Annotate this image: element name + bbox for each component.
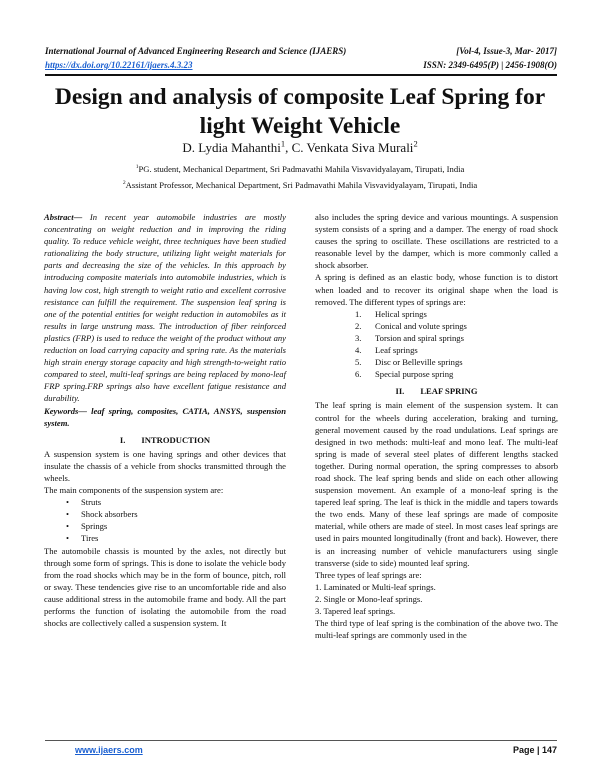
list-item: • Springs xyxy=(44,520,286,532)
page-number: Page | 147 xyxy=(512,745,557,755)
list-text: Leaf springs xyxy=(375,345,418,356)
right-paragraph-2: A spring is defined as an elastic body, whose function is to distort when loaded and to recover its original shape when the load is removed. The different types of springs are: xyxy=(315,272,558,307)
affiliation-1-text: PG. student, Mechanical Department, Sri Padmavathi Mahila Visvavidyalayam, Tirupati, India xyxy=(138,164,465,174)
list-number: 2. xyxy=(355,320,362,331)
author-2: , C. Venkata Siva Murali xyxy=(285,140,414,155)
leaf-types-paragraph: The third type of leaf spring is the combination of the above two. The multi-leaf springs are commonly used in the xyxy=(315,618,558,641)
list-item: • Struts xyxy=(44,496,286,508)
section-heading-leaf-spring xyxy=(315,385,558,397)
section-number: II. xyxy=(395,386,405,397)
affiliation-1 xyxy=(0,164,600,174)
components-list xyxy=(44,496,286,544)
list-item xyxy=(315,332,558,344)
affiliation-1-sup: 1 xyxy=(135,164,139,171)
leaf-spring-paragraph: The leaf spring is main element of the suspension system. It can control for the wheels during acceleration, braking and turning, general movement caused by the road undulations. Leaf springs are designed in two methods: multi-leaf and mono leaf. The multi-leaf spring is made of several steel plates of different lengths stacked together. During normal operation, the spring compresses to absorb road shock. The leaf spring bends and slide on each other allowing suspension movement. An example of a mono-leaf spring is the tapered leaf spring. The leaf is thick in the middle and tapers towards the two ends. Many of these leaf springs are made of composite material, while others are made of steel. In most cases leaf springs are used in pairs mounted longitudinally (front and back). However, there is an increasing number of vehicle manufacturers using single transverse (side to side) mounted leaf spring. xyxy=(315,400,558,568)
affiliation-2-text: Assistant Professor, Mechanical Department, Sri Padmavathi Mahila Visvavidyalayam, Tirupati, India xyxy=(125,180,478,190)
author-1: D. Lydia Mahanthi xyxy=(182,140,281,155)
keywords: Keywords— leaf spring, composites, CATIA, ANSYS, suspension system. xyxy=(44,405,286,428)
list-item xyxy=(315,320,558,332)
list-text: Helical springs xyxy=(375,308,427,319)
footer-divider xyxy=(45,740,557,741)
abstract-label: Abstract— xyxy=(44,212,83,222)
list-text: Conical and volute springs xyxy=(375,320,467,331)
list-item: 3. Tapered leaf springs. xyxy=(315,606,396,616)
paper-title: Design and analysis of composite Leaf Spring for light Weight Vehicle xyxy=(54,84,546,139)
journal-name: International Journal of Advanced Engineering Research and Science (IJAERS) xyxy=(45,46,347,56)
intro-paragraph-1: A suspension system is one having springs and other devices that insulate the chassis of a vehicle from shocks transmitted through the wheels. xyxy=(44,448,286,483)
list-item xyxy=(315,356,558,368)
list-item: • Shock absorbers xyxy=(44,508,286,520)
spring-types-list xyxy=(315,308,558,381)
left-column xyxy=(44,211,286,629)
abstract-text: In recent year automobile industries are mostly concentrating on weight reduction and in improving the riding quality. To reduce vehicle weight, three techniques have been studied rationalizing the body structure, utilizing light weight materials for parts and decreasing the size of the vehicles. In this approach by introducing composite materials into automobile industries, which is having low cost, high strength to weight ratio and excellent corrosive resistance can fulfill the requirement. The suspension leaf spring is one of the potential entities for weight reduction in automobiles as it results in large unstrung mass. The introduction of fiber reinforced plastics (FRP) is used to reduce the weight of the product without any reduction on load carrying capacity and spring rate. As the materials high strain energy storage capacity and high strength-to-weight ratio compared to steel, multi-leaf springs are being replaced by mono-leaf FRP spring.FRP springs also have excellent fatigue resistance and durability. xyxy=(44,212,286,404)
list-text: Torsion and spiral springs xyxy=(375,332,464,343)
author-1-sup: 1 xyxy=(280,138,286,149)
affiliation-2 xyxy=(0,180,600,190)
list-item: 2. Single or Mono-leaf springs. xyxy=(315,593,423,604)
author-line xyxy=(0,140,600,156)
website-link[interactable]: www.ijaers.com xyxy=(75,745,143,755)
list-text: Disc or Belleville springs xyxy=(375,357,463,368)
abstract xyxy=(44,211,286,405)
issn-info: ISSN: 2349-6495(P) | 2456-1908(O) xyxy=(423,60,557,70)
list-item xyxy=(315,368,558,380)
list-item xyxy=(315,344,558,356)
list-number: 5. xyxy=(355,357,362,368)
list-number: 1. xyxy=(355,308,362,319)
list-item: 1. Laminated or Multi-leaf springs. xyxy=(315,581,436,592)
volume-info: [Vol-4, Issue-3, Mar- 2017] xyxy=(456,46,557,56)
intro-paragraph-2: The main components of the suspension system are: xyxy=(44,485,224,496)
list-text: Special purpose spring xyxy=(375,369,454,380)
list-number: 6. xyxy=(355,369,362,380)
right-column xyxy=(315,211,558,641)
intro-paragraph-3: The automobile chassis is mounted by the axles, not directly but through some form of springs. This is done to isolate the vehicle body from the road shocks which may be in the form of bounce, pitch, roll or sway. These tendencies give rise to an uncomfortable ride and also cause additional stress in the automobile frame and body. All the part performs the function of isolating the automobile from the road shocks are collectively called a suspension system. It xyxy=(44,545,286,629)
header-divider xyxy=(45,74,557,76)
section-number: I. xyxy=(119,434,126,445)
leaf-types-intro: Three types of leaf springs are: xyxy=(315,569,422,580)
right-paragraph-1: also includes the spring device and various mountings. A suspension system consists of a spring and a damper. The energy of road shock causes the spring to oscillate. These oscillations are restricted to a reasonable level by the damper, which is more commonly called a shock absorber. xyxy=(315,212,558,271)
affiliation-2-sup: 2 xyxy=(122,180,126,187)
list-number: 3. xyxy=(355,332,362,343)
section-heading-introduction xyxy=(44,434,286,446)
section-title: LEAF SPRING xyxy=(420,386,478,397)
list-item: • Tires xyxy=(44,532,286,544)
list-number: 4. xyxy=(355,345,362,356)
section-title: INTRODUCTION xyxy=(141,434,211,445)
author-2-sup: 2 xyxy=(413,138,418,149)
list-item xyxy=(315,308,558,320)
doi-link[interactable]: https://dx.doi.org/10.22161/ijaers.4.3.23 xyxy=(45,60,193,70)
